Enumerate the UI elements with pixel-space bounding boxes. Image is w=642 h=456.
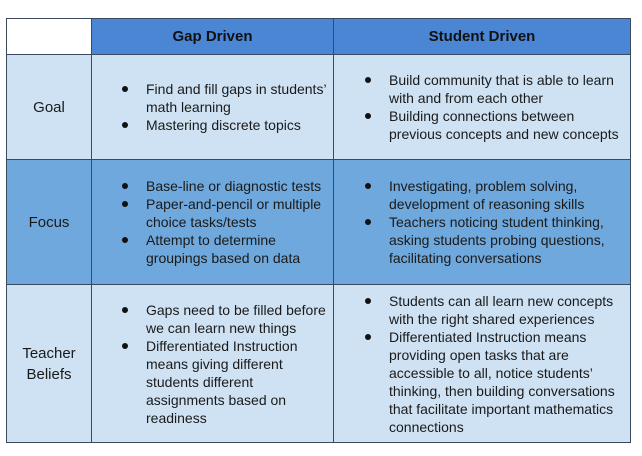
- beliefs-gap-cell: [92, 285, 334, 443]
- table-row-focus: [7, 160, 631, 285]
- beliefs-student-cell: [334, 285, 631, 443]
- goal-gap-cell: [92, 55, 334, 160]
- list-item: Gaps need to be filled before we can learn new things: [146, 301, 326, 336]
- focus-student-cell: [334, 160, 631, 285]
- row-label-focus: Focus: [7, 160, 92, 285]
- list-item: Differentiated Instruction means providing open tasks that are accessible to all, notice students’ thinking, then building conversations that facilitate important mathematics connections: [389, 328, 624, 436]
- list-item: Differentiated Instruction means giving different students different assignments based on readiness: [146, 337, 327, 427]
- list-item: Investigating, problem solving, development of reasoning skills: [389, 177, 624, 213]
- corner-cell: [7, 19, 92, 55]
- header-row: [7, 19, 631, 55]
- row-label-goal: Goal: [7, 55, 92, 160]
- goal-student-cell: [334, 55, 631, 160]
- comparison-table: [6, 18, 631, 443]
- list-item: Paper-and-pencil or multiple choice tasks/tests: [146, 195, 327, 231]
- row-label-line-1: Teacher: [22, 344, 76, 362]
- list-item: Base-line or diagnostic tests: [146, 177, 327, 195]
- list-item: Find and fill gaps in students’ math learning: [146, 81, 327, 115]
- table-row-goal: [7, 55, 631, 160]
- list-item: Teachers noticing student thinking, asking students probing questions, facilitating conversations: [389, 213, 624, 267]
- list-item: Building connections between previous concepts and new concepts: [389, 107, 624, 143]
- row-label-teacher-beliefs: [7, 285, 92, 443]
- focus-gap-cell: [92, 160, 334, 285]
- table-row-teacher-beliefs: [7, 285, 631, 443]
- list-item: Build community that is able to learn with and from each other: [389, 71, 624, 107]
- list-item: Students can all learn new concepts with the right shared experiences: [389, 292, 624, 328]
- row-label-line-2: Beliefs: [26, 365, 72, 383]
- header-student-driven: Student Driven: [334, 19, 631, 55]
- list-item: Attempt to determine groupings based on data: [146, 231, 327, 267]
- list-item: Mastering discrete topics: [146, 116, 327, 134]
- header-gap-driven: Gap Driven: [92, 19, 334, 55]
